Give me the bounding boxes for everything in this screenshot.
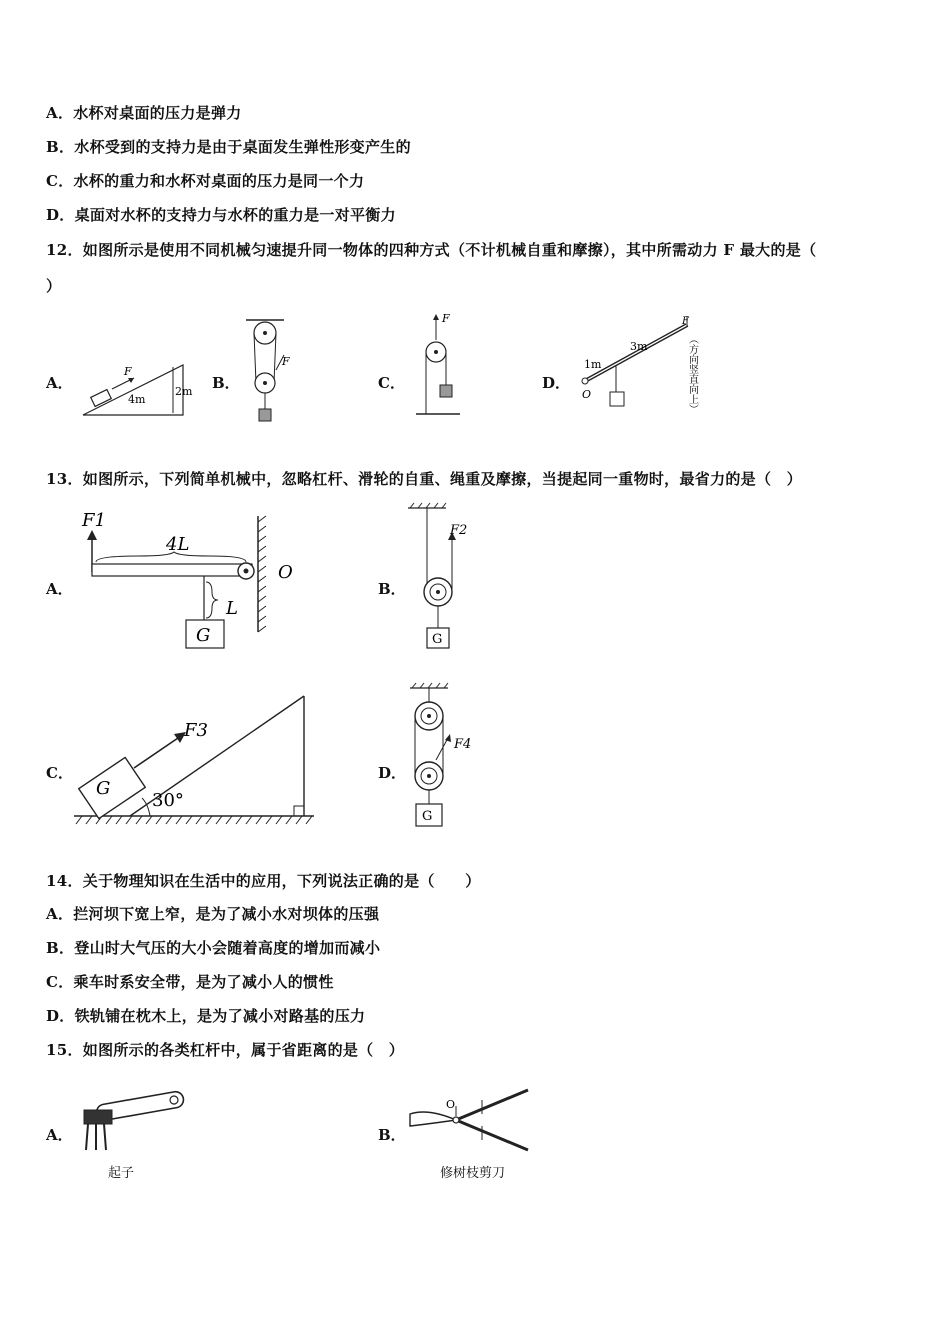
q13-fig-c-force-label: F3 [184,720,208,741]
q13-fig-a-force-label: F1 [82,510,106,531]
q12-fig-b-force-label: F [282,355,290,368]
q13-fig-a-short-arm-label: L [226,598,238,619]
q15-fig-a-bottle-opener [76,1086,188,1156]
q13-fig-a-weight-label: G [196,625,211,646]
q11-option-c: C．水杯的重力和水杯对桌面的压力是同一个力 [46,172,365,190]
q12-fig-c-force-label: F [442,312,450,325]
q13-fig-d-weight-label: G [422,809,433,824]
q13-fig-c-angle-label: 30° [152,790,184,811]
q12-fig-a-height-label: 2m [175,385,193,398]
q12-fig-a-force-label: F [124,365,132,378]
q14-stem: 14．关于物理知识在生活中的应用，下列说法正确的是（ ） [46,872,481,890]
q13-fig-a-lever [78,502,308,657]
q13-label-d: D． [378,764,407,782]
q12-fig-b-pulley [236,315,306,427]
q13-fig-c-weight-label: G [96,778,111,799]
q12-fig-d-short-arm-label: 1m [584,358,602,371]
q12-label-a: A． [46,374,73,392]
q11-option-d: D．桌面对水杯的支持力与水杯的重力是一对平衡力 [46,206,396,224]
q12-fig-a-length-label: 4m [128,393,146,406]
q13-label-a: A． [46,580,73,598]
q13-fig-a-pivot-label: O [278,562,293,583]
q12-fig-d-pivot-label: O [582,388,592,401]
q12-label-d: D． [542,374,571,392]
q12-label-c: C． [378,374,405,392]
q12-fig-a-incline [78,355,198,425]
q13-fig-d-force-label: F4 [454,737,472,752]
q11-option-b: B．水杯受到的支持力是由于桌面发生弹性形变产生的 [46,138,411,156]
q12-fig-d-long-arm-label: 3m [630,340,648,353]
q13-fig-b-pulley [400,502,480,654]
q13-fig-d-pulley-block [400,680,480,832]
q14-option-a: A．拦河坝下宽上窄，是为了减小水对坝体的压强 [46,905,380,923]
q12-fig-d-lever [574,312,709,427]
q12-fig-d-direction-note: （方向竖直向上） [686,334,698,414]
q15-stem: 15．如图所示的各类杠杆中，属于省距离的是（ ） [46,1041,405,1059]
q12-fig-d-force-label: F [682,316,689,327]
q15-label-a: A． [46,1126,73,1144]
q14-option-c: C．乘车时系安全带，是为了减小人的惯性 [46,973,334,991]
q13-fig-b-weight-label: G [432,632,443,647]
q12-label-b: B． [212,374,240,392]
q13-stem: 13．如图所示，下列简单机械中，忽略杠杆、滑轮的自重、绳重及摩擦，当提起同一重物时，最省力的是（ ） [46,470,802,488]
q13-fig-c-incline [70,684,320,832]
q11-option-a: A．水杯对桌面的压力是弹力 [46,104,242,122]
q14-option-d: D．铁轨铺在枕木上，是为了减小对路基的压力 [46,1007,366,1025]
q15-label-b: B． [378,1126,406,1144]
q15-fig-b-pivot-label: O [446,1098,456,1111]
q14-option-b: B．登山时大气压的大小会随着高度的增加而减小 [46,939,381,957]
q12-stem: 12．如图所示是使用不同机械匀速提升同一物体的四种方式（不计机械自重和摩擦），其中所需动力 F 最大的是（ [46,241,817,259]
q13-fig-b-force-label: F2 [450,523,468,538]
q15-caption-b: 修树枝剪刀 [440,1166,506,1181]
q15-caption-a: 起子 [108,1166,135,1181]
q13-label-b: B． [378,580,406,598]
q12-fig-c-pulley [410,310,470,422]
q13-fig-a-long-arm-label: 4L [166,534,190,555]
q12-stem-close: ） [46,277,62,295]
q15-fig-b-pruning-shears [404,1084,534,1156]
q13-label-c: C． [46,764,73,782]
